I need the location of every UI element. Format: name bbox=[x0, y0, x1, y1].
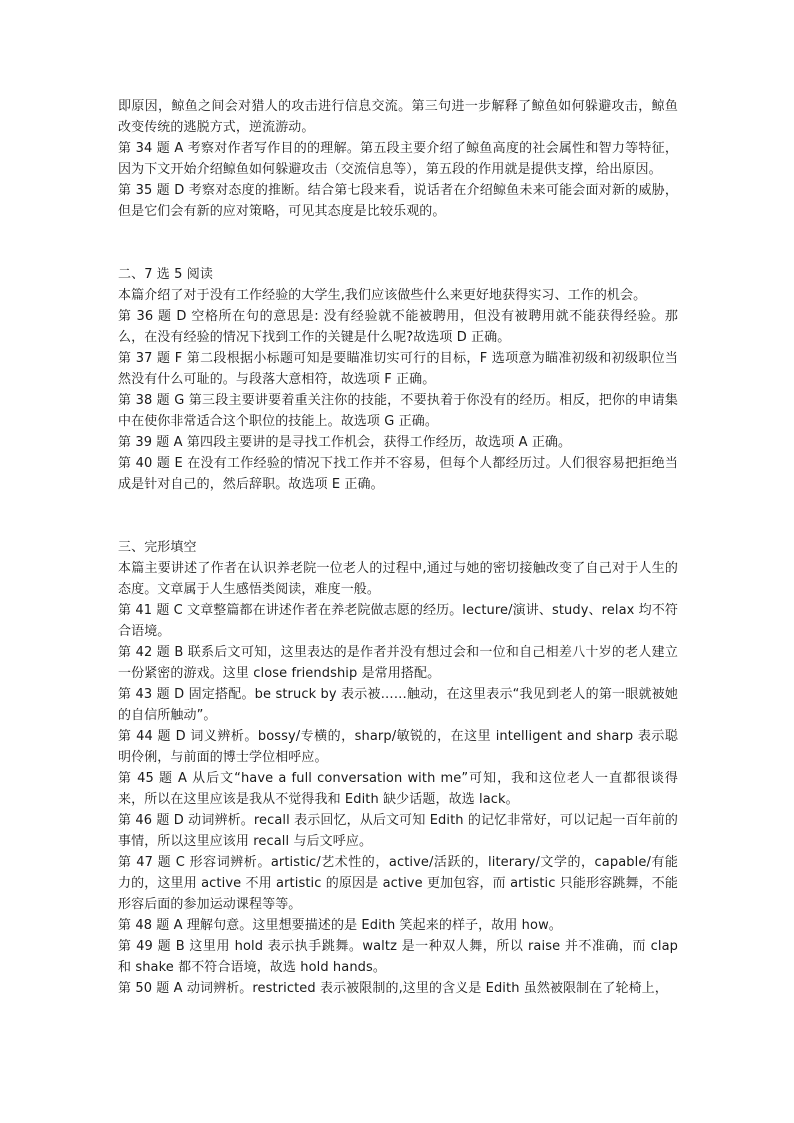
answer-40: 第 40 题 E 在没有工作经验的情况下找工作并不容易，但每个人都经历过。人们很容易把拒绝当成是针对自己的，然后辞职。故选项 E 正确。 bbox=[118, 456, 678, 492]
answer-43: 第 43 题 D 固定搭配。be struck by 表示被……触动，在这里表示“我见到老人的第一眼就被她的自信所触动”。 bbox=[118, 687, 678, 723]
answer-41: 第 41 题 C 文章整篇都在讲述作者在养老院做志愿的经历。lecture/演讲、study、relax 均不符合语境。 bbox=[118, 603, 678, 639]
answer-37: 第 37 题 F 第二段根据小标题可知是要瞄准切实可行的目标，F 选项意为瞄准初级和初级职位当然没有什么可耻的。与段落大意相符，故选项 F 正确。 bbox=[118, 351, 678, 387]
answer-49: 第 49 题 B 这里用 hold 表示执手跳舞。waltz 是一种双人舞，所以 raise 并不准确，而 clap 和 shake 都不符合语境，故选 hold hands。 bbox=[118, 939, 678, 975]
answer-34: 第 34 题 A 考察对作者写作目的的理解。第五段主要介绍了鲸鱼高度的社会属性和智力等特征，因为下文开始介绍鲸鱼如何躲避攻击（交流信息等），第五段的作用就是提供支撑，给出原因。 bbox=[118, 141, 678, 177]
document-page bbox=[118, 96, 678, 999]
section-intro: 本篇主要讲述了作者在认识养老院一位老人的过程中,通过与她的密切接触改变了自己对于人生的态度。文章属于人生感悟类阅读，难度一般。 bbox=[118, 561, 678, 597]
section-reading-answers bbox=[118, 96, 678, 222]
paragraph: 即原因，鲸鱼之间会对猎人的攻击进行信息交流。第三句进一步解释了鲸鱼如何躲避攻击，鲸鱼改变传统的逃脱方式，逆流游动。 bbox=[118, 99, 678, 135]
answer-39: 第 39 题 A 第四段主要讲的是寻找工作机会，获得工作经历，故选项 A 正确。 bbox=[118, 435, 572, 450]
answer-38: 第 38 题 G 第三段主要讲要着重关注你的技能，不要执着于你没有的经历。相反，把你的申请集中在使你非常适合这个职位的技能上。故选项 G 正确。 bbox=[118, 393, 678, 429]
section-cloze bbox=[118, 537, 678, 999]
section-heading: 二、7 选 5 阅读 bbox=[118, 267, 213, 282]
section-spacer bbox=[118, 495, 678, 537]
answer-47: 第 47 题 C 形容词辨析。artistic/艺术性的，active/活跃的，literary/文学的，capable/有能力的，这里用 active 不用 artistic 的原因是 active 更加包容，而 artistic 只能形容跳舞，不能形容后面的参加运动课程等等。 bbox=[118, 855, 678, 912]
answer-45: 第 45 题 A 从后文“have a full conversation with me”可知，我和这位老人一直都很谈得来，所以在这里应该是我从不觉得我和 Edith 缺少话题，故选 lack。 bbox=[118, 771, 678, 807]
answer-35: 第 35 题 D 考察对态度的推断。结合第七段来看，说话者在介绍鲸鱼未来可能会面对新的威胁，但是它们会有新的应对策略，可见其态度是比较乐观的。 bbox=[118, 183, 678, 219]
section-seven-choose-five bbox=[118, 264, 678, 495]
section-spacer bbox=[118, 222, 678, 264]
answer-46: 第 46 题 D 动词辨析。recall 表示回忆，从后文可知 Edith 的记忆非常好，可以记起一百年前的事情，所以这里应该用 recall 与后文呼应。 bbox=[118, 813, 678, 849]
answer-42: 第 42 题 B 联系后文可知，这里表达的是作者并没有想过会和一位和自己相差八十岁的老人建立一份紧密的游戏。这里 close friendship 是常用搭配。 bbox=[118, 645, 678, 681]
section-heading: 三、完形填空 bbox=[118, 540, 197, 555]
answer-50: 第 50 题 A 动词辨析。restricted 表示被限制的,这里的含义是 Edith 虽然被限制在了轮椅上， bbox=[118, 981, 668, 996]
answer-36: 第 36 题 D 空格所在句的意思是: 没有经验就不能被聘用，但没有被聘用就不能获得经验。那么，在没有经验的情况下找到工作的关键是什么呢?故选项 D 正确。 bbox=[118, 309, 678, 345]
answer-44: 第 44 题 D 词义辨析。bossy/专横的，sharp/敏锐的，在这里 intelligent and sharp 表示聪明伶俐，与前面的博士学位相呼应。 bbox=[118, 729, 678, 765]
section-intro: 本篇介绍了对于没有工作经验的大学生,我们应该做些什么来更好地获得实习、工作的机会。 bbox=[118, 288, 647, 303]
answer-48: 第 48 题 A 理解句意。这里想要描述的是 Edith 笑起来的样子，故用 how。 bbox=[118, 918, 562, 933]
